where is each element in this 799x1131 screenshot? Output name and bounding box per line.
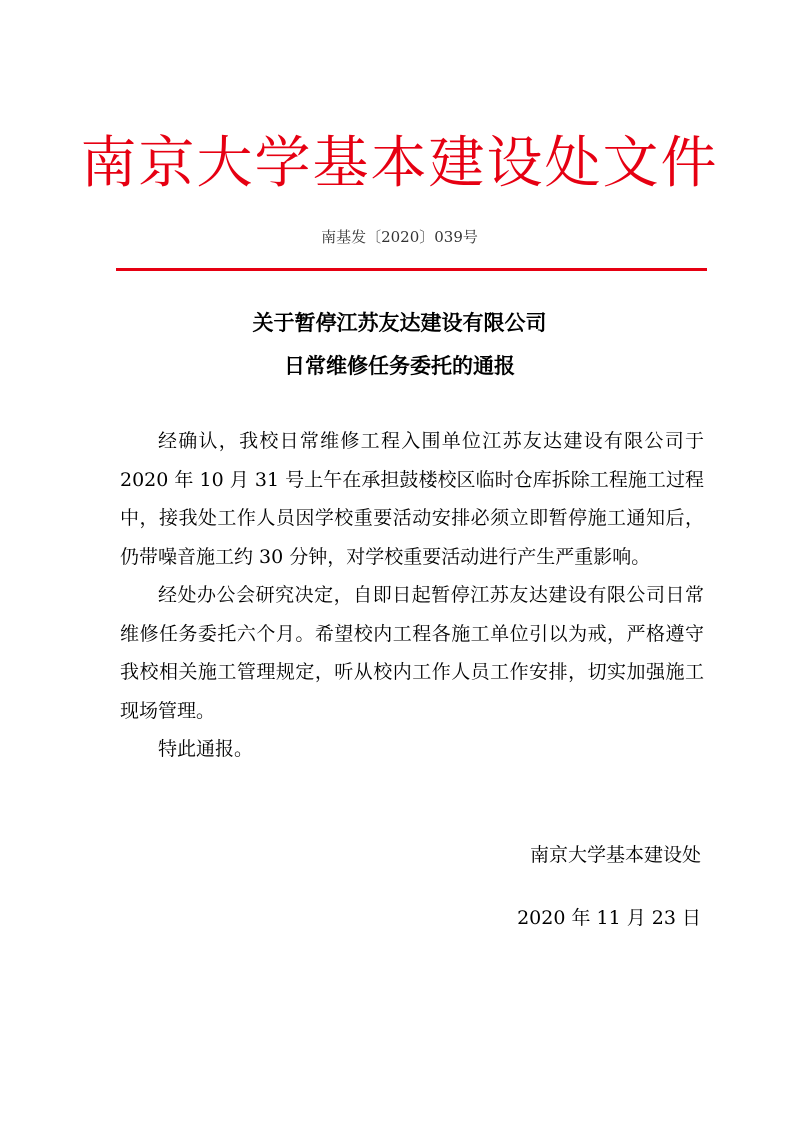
- notice-title-line-1: 关于暂停江苏友达建设有限公司: [252, 311, 547, 335]
- notice-title-line-2: 日常维修任务委托的通报: [284, 354, 515, 378]
- body-paragraph-3: 特此通报。: [158, 738, 254, 760]
- signature: 南京大学基本建设处: [529, 844, 701, 866]
- body-paragraph-1: 经确认，我校日常维修工程入围单位江苏友达建设有限公司于 2020 年 10 月 31 号上午在承担鼓楼校区临时仓库拆除工程施工过程中，接我处工作人员因学校重要活动安排必须立即暂停施工通知后，仍带噪音施工约 30 分钟，对学校重要活动进行产生严重影响。: [120, 430, 704, 568]
- issuer-title: 南京大学基本建设处文件: [80, 131, 719, 196]
- notice-body: [120, 422, 704, 769]
- red-divider-line: [116, 268, 707, 271]
- issue-date: 2020 年 11 月 23 日: [517, 907, 701, 929]
- body-paragraph-2: 经处办公会研究决定，自即日起暂停江苏友达建设有限公司日常维修任务委托六个月。希望校内工程各施工单位引以为戒，严格遵守我校相关施工管理规定，听从校内工作人员工作安排，切实加强施工现场管理。: [120, 584, 704, 722]
- document-number: 南基发〔2020〕039号: [321, 228, 478, 246]
